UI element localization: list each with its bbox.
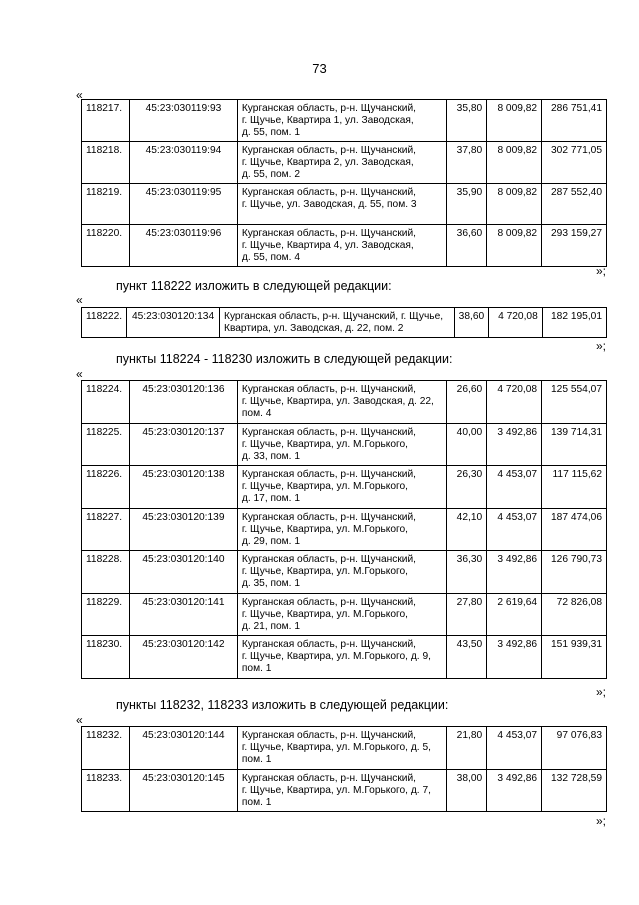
address-cell: Курганская область, р-н. Щучанский, г. Щучье, Квартира, ул. Заводская, д. 22, пом. 4: [237, 381, 446, 424]
area-cell: 43,50: [447, 636, 487, 679]
cadastral-number: 45:23:030119:96: [129, 224, 237, 266]
table-row: [82, 769, 607, 812]
table-row: [82, 593, 607, 636]
table-body: [82, 727, 607, 812]
total-cell: 139 714,31: [542, 423, 607, 466]
row-number: 118217.: [82, 100, 130, 142]
area-cell: 27,80: [447, 593, 487, 636]
cadastral-number: 45:23:030119:94: [129, 142, 237, 184]
area-cell: 38,60: [454, 308, 489, 338]
area-cell: 40,00: [447, 423, 487, 466]
address-cell: Курганская область, р-н. Щучанский, г. Щучье, Квартира, ул. М.Горького, д. 21, пом. 1: [237, 593, 446, 636]
row-number: 118232.: [82, 727, 130, 770]
address-cell: Курганская область, р-н. Щучанский, г. Щучье, Квартира, ул. М.Горького, д. 5, пом. 1: [237, 727, 446, 770]
cadastral-number: 45:23:030120:137: [129, 423, 237, 466]
price-cell: 3 492,86: [487, 423, 542, 466]
address-cell: Курганская область, р-н. Щучанский, г. Щучье, Квартира, ул. М.Горького, д. 17, пом. 1: [237, 466, 446, 509]
row-number: 118224.: [82, 381, 130, 424]
table-row: [82, 184, 607, 225]
address-cell: Курганская область, р-н. Щучанский, г. Щучье, Квартира, ул. М.Горького, д. 7, пом. 1: [237, 769, 446, 812]
table-row: [82, 727, 607, 770]
quote-close: »;: [596, 685, 607, 699]
area-cell: 36,30: [447, 551, 487, 594]
row-number: 118233.: [82, 769, 130, 812]
total-cell: 287 552,40: [542, 184, 607, 225]
address-cell: Курганская область, р-н. Щучанский, г. Щучье, ул. Заводская, д. 55, пом. 3: [237, 184, 446, 225]
price-cell: 4 720,08: [489, 308, 543, 338]
price-cell: 8 009,82: [487, 100, 542, 142]
area-cell: 26,60: [447, 381, 487, 424]
quote-open: «: [76, 713, 83, 727]
section-intro: пункты 118232, 118233 изложить в следующей редакции:: [116, 698, 449, 712]
price-cell: 4 453,07: [487, 466, 542, 509]
area-cell: 37,80: [447, 142, 487, 184]
property-table: [81, 380, 607, 679]
total-cell: 117 115,62: [542, 466, 607, 509]
price-cell: 8 009,82: [487, 142, 542, 184]
section-intro: пункт 118222 изложить в следующей редакции:: [116, 279, 392, 293]
area-cell: 38,00: [447, 769, 487, 812]
total-cell: 126 790,73: [542, 551, 607, 594]
total-cell: 187 474,06: [542, 508, 607, 551]
cadastral-number: 45:23:030120:138: [129, 466, 237, 509]
table-row: [82, 636, 607, 679]
section-intro: пункты 118224 - 118230 изложить в следующей редакции:: [116, 352, 453, 366]
total-cell: 72 826,08: [542, 593, 607, 636]
cadastral-number: 45:23:030120:145: [129, 769, 237, 812]
row-number: 118229.: [82, 593, 130, 636]
price-cell: 3 492,86: [487, 769, 542, 812]
total-cell: 132 728,59: [542, 769, 607, 812]
cadastral-number: 45:23:030120:141: [129, 593, 237, 636]
total-cell: 293 159,27: [542, 224, 607, 266]
row-number: 118226.: [82, 466, 130, 509]
table-body: [82, 100, 607, 267]
row-number: 118228.: [82, 551, 130, 594]
address-cell: Курганская область, р-н. Щучанский, г. Щучье, Квартира, ул. М.Горького, д. 35, пом. 1: [237, 551, 446, 594]
total-cell: 125 554,07: [542, 381, 607, 424]
row-number: 118227.: [82, 508, 130, 551]
table-body: [82, 381, 607, 679]
area-cell: 35,80: [447, 100, 487, 142]
cadastral-number: 45:23:030119:93: [129, 100, 237, 142]
price-cell: 8 009,82: [487, 184, 542, 225]
cadastral-number: 45:23:030120:140: [129, 551, 237, 594]
address-cell: Курганская область, р-н. Щучанский, г. Щучье, Квартира, ул. М.Горького, д. 29, пом. 1: [237, 508, 446, 551]
table-row: [82, 100, 607, 142]
area-cell: 35,90: [447, 184, 487, 225]
property-table: [81, 307, 607, 338]
price-cell: 4 453,07: [487, 508, 542, 551]
quote-close: »;: [596, 814, 607, 828]
total-cell: 182 195,01: [542, 308, 606, 338]
address-cell: Курганская область, р-н. Щучанский, г. Щучье, Квартира 1, ул. Заводская, д. 55, пом. 1: [237, 100, 446, 142]
table-row: [82, 508, 607, 551]
cadastral-number: 45:23:030120:142: [129, 636, 237, 679]
table-row: [82, 224, 607, 266]
price-cell: 3 492,86: [487, 551, 542, 594]
quote-close: »;: [596, 264, 607, 278]
area-cell: 36,60: [447, 224, 487, 266]
table-row: [82, 551, 607, 594]
page-number: 73: [312, 61, 327, 76]
address-cell: Курганская область, р-н. Щучанский, г. Щучье, Квартира, ул. М.Горького, д. 9, пом. 1: [237, 636, 446, 679]
total-cell: 286 751,41: [542, 100, 607, 142]
address-cell: Курганская область, р-н. Щучанский, г. Щучье, Квартира, ул. М.Горького, д. 33, пом. 1: [237, 423, 446, 466]
cadastral-number: 45:23:030120:134: [127, 308, 220, 338]
address-cell: Курганская область, р-н. Щучанский, г. Щучье, Квартира 4, ул. Заводская, д. 55, пом. 4: [237, 224, 446, 266]
price-cell: 3 492,86: [487, 636, 542, 679]
price-cell: 2 619,64: [487, 593, 542, 636]
area-cell: 26,30: [447, 466, 487, 509]
price-cell: 4 720,08: [487, 381, 542, 424]
address-cell: Курганская область, р-н. Щучанский, г. Щучье, Квартира 2, ул. Заводская, д. 55, пом. 2: [237, 142, 446, 184]
cadastral-number: 45:23:030120:144: [129, 727, 237, 770]
row-number: 118220.: [82, 224, 130, 266]
quote-close: »;: [596, 339, 607, 353]
total-cell: 151 939,31: [542, 636, 607, 679]
cadastral-number: 45:23:030119:95: [129, 184, 237, 225]
table-row: [82, 466, 607, 509]
row-number: 118219.: [82, 184, 130, 225]
total-cell: 302 771,05: [542, 142, 607, 184]
total-cell: 97 076,83: [542, 727, 607, 770]
price-cell: 4 453,07: [487, 727, 542, 770]
cadastral-number: 45:23:030120:136: [129, 381, 237, 424]
quote-open: «: [76, 88, 83, 102]
row-number: 118230.: [82, 636, 130, 679]
property-table: [81, 726, 607, 812]
table-body: [82, 308, 607, 338]
row-number: 118218.: [82, 142, 130, 184]
area-cell: 42,10: [447, 508, 487, 551]
row-number: 118225.: [82, 423, 130, 466]
area-cell: 21,80: [447, 727, 487, 770]
table-row: [82, 381, 607, 424]
row-number: 118222.: [82, 308, 127, 338]
table-row: [82, 142, 607, 184]
price-cell: 8 009,82: [487, 224, 542, 266]
table-row: [82, 308, 607, 338]
property-table: [81, 99, 607, 267]
cadastral-number: 45:23:030120:139: [129, 508, 237, 551]
table-row: [82, 423, 607, 466]
quote-open: «: [76, 293, 83, 307]
quote-open: «: [76, 367, 83, 381]
address-cell: Курганская область, р-н. Щучанский, г. Щучье, Квартира, ул. Заводская, д. 22, пом. 2: [220, 308, 455, 338]
